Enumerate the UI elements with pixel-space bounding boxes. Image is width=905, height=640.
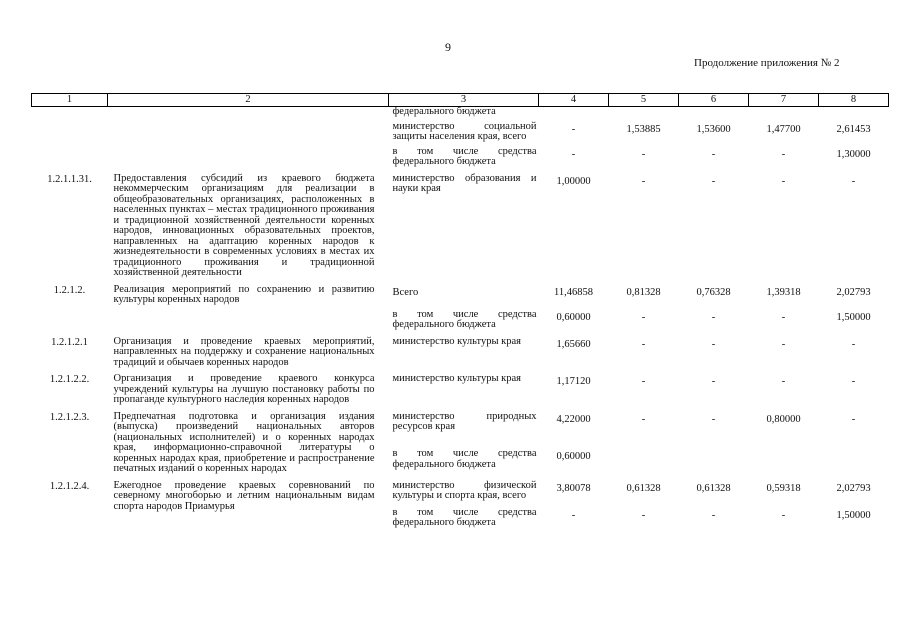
row-value-c6: 0,76328	[696, 286, 731, 298]
row-value-c5: -	[641, 376, 646, 387]
row-value-c4: 0,60000	[556, 451, 591, 462]
table-row	[32, 285, 889, 310]
row-value-c4: -	[571, 509, 576, 521]
row-source: министерство культуры края	[392, 373, 522, 384]
row-code: 1.2.1.2.2.	[49, 374, 90, 385]
row-value-c4: 0,60000	[556, 311, 591, 323]
row-value-c5: -	[641, 413, 646, 425]
table-row	[32, 337, 889, 375]
row-value-c5	[609, 107, 679, 122]
row-value-c4: -	[571, 148, 576, 160]
row-name	[108, 122, 389, 147]
row-source: в том числе средства федерального бюджета	[392, 145, 537, 167]
row-value-c6: -	[711, 148, 716, 160]
row-value-c8: 2,61453	[836, 123, 871, 135]
row-source: министерство физической культуры и спорта края, всего	[392, 479, 537, 501]
row-code: 1.2.1.2.3.	[49, 411, 90, 423]
row-value-c4: 1,17120	[556, 376, 591, 387]
row-value-c6: 1,53600	[696, 123, 731, 135]
table-row	[32, 122, 889, 147]
row-value-c8: 1,50000	[836, 509, 871, 521]
row-source: в том числе средства федерального бюджета	[392, 448, 537, 470]
row-value-c6: -	[711, 338, 716, 350]
row-code: 1.2.1.1.31.	[47, 173, 92, 185]
row-value-c5: 1,53885	[626, 123, 661, 135]
row-source: министерство природных ресурсов края	[392, 410, 537, 432]
row-name: Организация и проведение краевых мероприятий, направленных на поддержку и сохранение национальных традиций и обычаев коренных народов	[113, 335, 375, 368]
row-value-c7: -	[781, 311, 786, 323]
row-value-c4: 1,00000	[556, 175, 591, 187]
table-row	[32, 481, 889, 508]
row-value-c4: 4,22000	[556, 413, 591, 425]
row-value-c4: 3,80078	[556, 482, 591, 494]
row-source: в том числе средства федерального бюджета	[392, 308, 537, 330]
row-value-c8: 1,30000	[836, 148, 871, 160]
row-value-c5: 0,61328	[626, 482, 661, 494]
column-header: 7	[749, 94, 819, 107]
row-value-c7: -	[781, 509, 786, 521]
row-name	[108, 310, 389, 337]
row-value-c6: -	[711, 175, 716, 187]
row-value-c7: 0,59318	[766, 482, 801, 494]
row-value-c7: 0,80000	[766, 413, 801, 425]
header-row	[32, 94, 889, 107]
row-source: в том числе средства федерального бюджета	[392, 506, 537, 528]
row-name	[108, 107, 389, 122]
column-header: 8	[819, 94, 889, 107]
row-value-c7	[749, 449, 819, 481]
row-value-c8: -	[851, 175, 856, 187]
row-code	[32, 122, 108, 147]
budget-table	[31, 93, 889, 529]
row-code	[32, 147, 108, 174]
continuation-title: Продолжение приложения № 2	[694, 57, 840, 69]
table-row	[32, 147, 889, 174]
table-row	[32, 107, 889, 122]
row-code	[32, 107, 108, 122]
row-value-c5: -	[641, 175, 646, 187]
row-value-c7: -	[781, 376, 786, 387]
row-value-c5	[609, 449, 679, 481]
row-source: министерство культуры края	[392, 335, 522, 347]
row-value-c4	[539, 107, 609, 122]
row-value-c6: -	[711, 413, 716, 425]
row-value-c8	[819, 449, 889, 481]
page-number: 9	[445, 40, 451, 54]
row-value-c6	[679, 107, 749, 122]
row-code: 1.2.1.2.1	[51, 336, 88, 348]
row-value-c7: -	[781, 338, 786, 350]
column-header: 4	[539, 94, 609, 107]
row-value-c6: 0,61328	[696, 482, 731, 494]
row-value-c8: 1,50000	[836, 311, 871, 323]
row-value-c8: 2,02793	[836, 482, 871, 494]
row-value-c5: -	[641, 148, 646, 160]
row-code: 1.2.1.2.	[53, 284, 86, 296]
row-source: федерального бюджета	[392, 106, 496, 117]
row-name: Предпечатная подготовка и организация издания (выпуска) произведений национальных авторов (национальных исполнителей) и о коренных народах края, информационно-справочной литературы о коренных народах края, приобретение и распространение печатных изданий о коренных народах	[113, 410, 375, 474]
row-source: Всего	[392, 286, 419, 298]
row-code	[32, 310, 108, 337]
row-value-c4: 1,65660	[556, 338, 591, 350]
row-code: 1.2.1.2.4.	[49, 480, 90, 492]
table-row	[32, 310, 889, 337]
row-value-c5: -	[641, 509, 646, 521]
row-value-c8: -	[851, 376, 856, 387]
row-name: Предоставления субсидий из краевого бюджета некоммерческим организациям для реализации в общеобразовательных организациях, расположенных в населенных пунктах – местах традиционного проживания и традиционной хозяйственной деятельности коренных народов, инновационных образовательных проектов, направленных на адаптацию коренных народов к жизнедеятельности в современных условиях в местах их традиционного проживания и традиционной хозяйственной деятельности	[113, 172, 375, 278]
row-value-c6: -	[711, 311, 716, 323]
column-header: 1	[32, 94, 108, 107]
row-value-c5: -	[641, 338, 646, 350]
row-value-c6	[679, 449, 749, 481]
row-value-c7: -	[781, 148, 786, 160]
row-name: Реализация мероприятий по сохранению и развитию культуры коренных народов	[113, 283, 375, 305]
column-header: 2	[108, 94, 389, 107]
table-row	[32, 374, 889, 412]
row-value-c7: -	[781, 175, 786, 187]
column-header: 6	[679, 94, 749, 107]
row-value-c5: 0,81328	[626, 286, 661, 298]
row-source: министерство образования и науки края	[392, 172, 537, 194]
column-header: 3	[389, 94, 539, 107]
column-header: 5	[609, 94, 679, 107]
row-name	[108, 147, 389, 174]
row-value-c7: 1,39318	[766, 286, 801, 298]
row-name: Ежегодное проведение краевых соревнований по северному многоборью и летним национальным видам спорта народов Приамурья	[113, 479, 375, 512]
table-row	[32, 412, 889, 450]
row-value-c8: -	[851, 413, 856, 425]
row-name: Организация и проведение краевого конкурса учреждений культуры на лучшую постановку работы по пропаганде культурного наследия коренных народов	[113, 373, 375, 405]
row-value-c4: 11,46858	[554, 286, 593, 298]
row-value-c8: 2,02793	[836, 286, 871, 298]
row-value-c7: 1,47700	[766, 123, 801, 135]
row-value-c6: -	[711, 376, 716, 387]
row-value-c7	[749, 107, 819, 122]
row-value-c4: -	[571, 123, 576, 135]
row-value-c5: -	[641, 311, 646, 323]
table-row	[32, 174, 889, 285]
row-source: министерство социальной защиты населения края, всего	[392, 120, 537, 142]
row-value-c8	[819, 107, 889, 122]
row-value-c6: -	[711, 509, 716, 521]
row-value-c8: -	[851, 338, 856, 350]
